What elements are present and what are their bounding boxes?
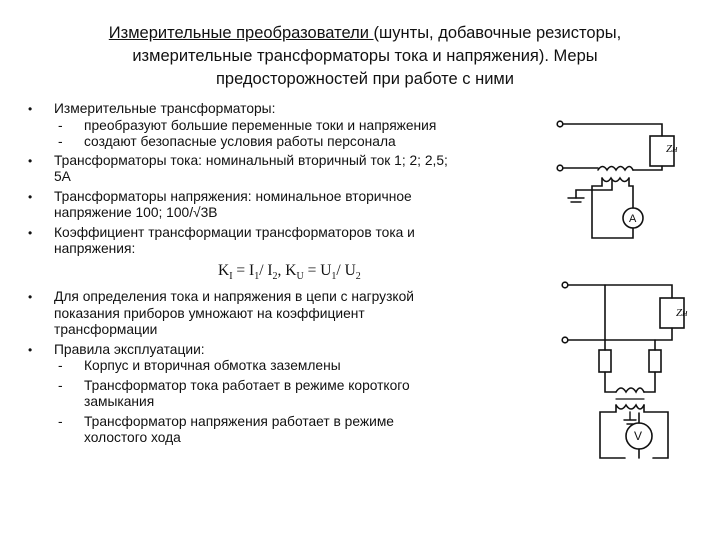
sub-item-text: Корпус и вторичная обмотка заземлены	[84, 358, 341, 374]
dash: -	[58, 413, 63, 429]
bullet: •	[28, 290, 33, 305]
item-text: напряжение 100; 100/√3В	[54, 205, 218, 220]
dash: -	[58, 358, 63, 374]
sub-item-text: преобразуют большие переменные токи и напряжения	[84, 117, 437, 133]
title-link[interactable]: Измерительные преобразователи	[108, 24, 374, 42]
fuse-1	[599, 350, 611, 372]
bullet: •	[28, 342, 33, 357]
bullet: •	[28, 102, 33, 116]
item-text: показания приборов умножают на коэффициент	[54, 305, 365, 321]
item-text: Трансформаторы напряжения: номинальное вторичное	[54, 188, 412, 204]
zn-label-2: Zн	[676, 307, 688, 319]
vt-primary-winding	[616, 388, 644, 392]
dash: -	[58, 134, 63, 149]
dash: -	[58, 117, 63, 133]
ammeter-label: A	[629, 213, 637, 225]
item-text: Измерительные трансформаторы:	[54, 101, 276, 116]
title-line1-rest: (шунты, добавочные резисторы,	[373, 24, 622, 42]
zn-label-1: Zн	[666, 143, 678, 155]
current-transformer-diagram	[557, 121, 674, 238]
sub-item-text: Трансформатор тока работает в режиме короткого	[84, 377, 410, 393]
item-text: Правила эксплуатации:	[54, 341, 205, 357]
item-text: 5А	[54, 169, 71, 184]
sub-item-text: замыкания	[84, 394, 155, 410]
transformation-formula: $K_I = I_1/$ $I_2$, $K_U = U_1/$ $U_2$	[218, 261, 361, 282]
sub-item-text: создают безопасные условия работы персонала	[84, 134, 396, 149]
fuse-2	[649, 350, 661, 372]
item-text: Коэффициент трансформации трансформаторов тока и	[54, 224, 415, 240]
sub-item-text: холостого хода	[84, 430, 181, 446]
bullet: •	[28, 153, 33, 168]
bullet: •	[28, 189, 33, 204]
voltmeter-label: V	[634, 429, 643, 443]
item-text: трансформации	[54, 322, 158, 338]
title-line2: измерительные трансформаторы тока и напряжения). Меры	[132, 47, 598, 65]
ct-primary-winding	[598, 167, 633, 171]
item-text: напряжения:	[54, 241, 136, 256]
item-text: Трансформаторы тока: номинальный вторичный ток 1; 2; 2,5;	[54, 152, 448, 168]
bullet: •	[28, 225, 33, 240]
title-line3: предосторожностей при работе с ними	[215, 70, 514, 88]
voltage-transformer-diagram	[562, 282, 684, 458]
dash: -	[58, 377, 63, 393]
item-text: Для определения тока и напряжения в цепи с нагрузкой	[54, 289, 414, 305]
sub-item-text: Трансформатор напряжения работает в режиме	[84, 413, 394, 429]
